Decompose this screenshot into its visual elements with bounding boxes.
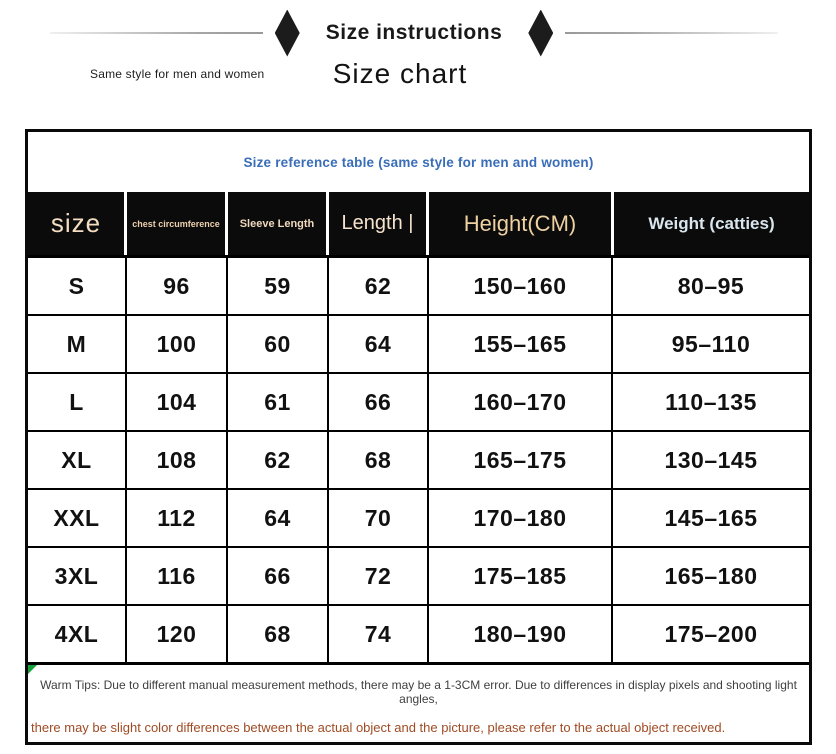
table-cell: 96 (127, 258, 226, 314)
column-header-length: Length | (329, 192, 426, 255)
table-cell: 145–165 (613, 490, 809, 546)
table-cell: 130–145 (613, 432, 809, 488)
table-cell: 80–95 (613, 258, 809, 314)
table-cell: L (28, 374, 125, 430)
warm-tips-line2: there may be slight color differences between the actual object and the picture, please refer to the actual object received. (31, 720, 726, 735)
table-cell: XL (28, 432, 125, 488)
table-caption-row (28, 132, 809, 192)
table-cell: 175–200 (613, 606, 809, 662)
table-cell: XXL (28, 490, 125, 546)
table-cell: 170–180 (429, 490, 611, 546)
column-header-chest: chest circumference (127, 192, 225, 255)
table-row (28, 374, 809, 430)
table-cell: 155–165 (429, 316, 611, 372)
table-row (28, 316, 809, 372)
table-cell: M (28, 316, 125, 372)
table-row (28, 258, 809, 314)
table-cell: 120 (127, 606, 226, 662)
table-cell: 110–135 (613, 374, 809, 430)
table-cell: 62 (329, 258, 427, 314)
corner-marker (28, 665, 37, 674)
table-row (28, 548, 809, 604)
table-cell: 66 (228, 548, 327, 604)
diamond-icon (275, 10, 300, 57)
table-cell: 112 (127, 490, 226, 546)
table-cell: 59 (228, 258, 327, 314)
table-cell: 72 (329, 548, 427, 604)
divider-line-left (50, 32, 263, 34)
section-title: Size instructions (325, 21, 503, 44)
table-cell: 62 (228, 432, 327, 488)
column-header-height: Height(CM) (429, 192, 611, 255)
table-cell: 180–190 (429, 606, 611, 662)
table-row (28, 432, 809, 488)
table-cell: 108 (127, 432, 226, 488)
table-cell: 68 (329, 432, 427, 488)
table-cell: 165–175 (429, 432, 611, 488)
decorated-heading (50, 8, 778, 58)
column-header-weight: Weight (catties) (614, 192, 809, 255)
table-cell: 160–170 (429, 374, 611, 430)
table-header-row (28, 192, 809, 255)
table-row (28, 606, 809, 662)
table-cell: 150–160 (429, 258, 611, 314)
table-cell: 74 (329, 606, 427, 662)
divider-line-right (565, 32, 778, 34)
page-title: Size chart (332, 58, 468, 89)
table-body (28, 255, 809, 665)
table-row (28, 490, 809, 546)
unisex-note: Same style for men and women (90, 67, 265, 81)
table-caption: Size reference table (same style for men and women) (243, 154, 594, 170)
table-cell: 64 (329, 316, 427, 372)
table-cell: 175–185 (429, 548, 611, 604)
diamond-icon (528, 10, 553, 57)
column-header-sleeve: Sleeve Length (228, 192, 326, 255)
column-header-size: size (28, 192, 124, 255)
table-cell: 70 (329, 490, 427, 546)
table-cell: 116 (127, 548, 226, 604)
warm-tips-line1: Warm Tips: Due to different manual measurement methods, there may be a 1-3CM error. Due to differences in display pixels and shooting light angles, (40, 678, 797, 706)
table-cell: 95–110 (613, 316, 809, 372)
table-cell: 165–180 (613, 548, 809, 604)
size-chart-table (25, 129, 812, 745)
table-cell: 3XL (28, 548, 125, 604)
table-cell: 104 (127, 374, 226, 430)
table-cell: 66 (329, 374, 427, 430)
table-cell: 60 (228, 316, 327, 372)
table-cell: 68 (228, 606, 327, 662)
table-cell: 4XL (28, 606, 125, 662)
table-cell: 61 (228, 374, 327, 430)
table-cell: 100 (127, 316, 226, 372)
table-cell: 64 (228, 490, 327, 546)
table-cell: S (28, 258, 125, 314)
warm-tips-section (28, 665, 809, 742)
